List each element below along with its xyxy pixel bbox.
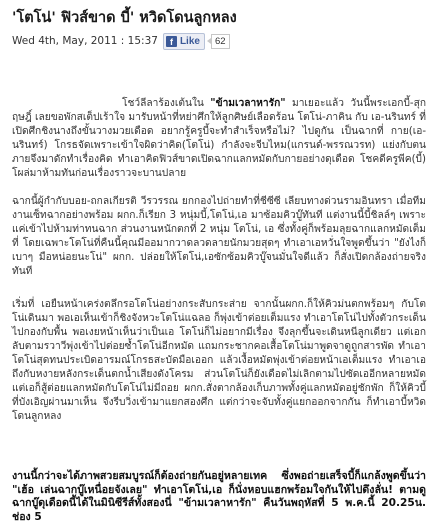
like-count: 62 [211, 34, 230, 49]
facebook-icon: f [166, 36, 177, 47]
show-title-highlight: "ข้ามเวลาหารัก" [210, 98, 286, 109]
article-date: Wed 4th, May, 2011 : 15:37 [12, 35, 158, 47]
facebook-like-button[interactable] [163, 33, 205, 50]
paragraph-1-body: มาเยอะแล้ว วันนี้พระเอกบี้-สุกฤษฎิ์ เลยขอพักสเต็ปเร้าใจ มารับหน้าที่หย่าศึกให้ลูกศิษย์เลือดร้อน โตโน่-ภาคิน กับ เอ-นรินทร์ ที่เปิดศึกชิงนางถึงขั้นวางมวยเดือด อยากรู้ครูบี้จะทำสำเร็จหรือไม่? ไปดูกัน เป็นฉากที่ กาย(เอ-นรินทร์) โกรธจัดเพราะเข้าใจผิดว่าคิด(โตโน่) กำลังจะจีบไหม(แกรนด์-พรรณวรท) แย่งกับตน ภายจึงมาดักทำเรื่องคิด ทำเอาคิดฟิวส์ขาดเปิดฉากแลกหมัดกับกายอย่างดุเดือด โชคดีครูพีค(บี้) โผล่มาห้ามทันก่อนเรื่องราวจะบานปลาย [12, 98, 426, 179]
article-paragraph-1 [12, 97, 426, 179]
article-meta [12, 33, 230, 49]
article-title: 'โตโน่' ฟิวส์ขาด บี้' หวิดโดนลูกหลง [12, 10, 237, 26]
article-paragraph-3: เริ่มที่ เอยืนหน้าเคร่งตลึกรอโตโน่อย่างกระสับกระส่าย จากนั้นผกก.ก็ให้คิวม่นตกพร้อมๆ กับโตโน่เดินมา พอเอเห็นเข้าก็ชิงจังหวะโตโน่แฉลอ ก็พุ่งเข้าต่อยเต็มแรง ทำเอาโตโน่ไปทั้งตัวกระเด็นไปกองกับพื้น พอเงยหน้าเห็นว่าเป็นเอ โตโน่ก็ไม่อยากมีเรื่อง จึงลุกขึ้นจะเดินหนีลูกเดียว แต่เอกลับตามรวาวีพุ่งเข้าไปต่อยซ้ำโตโน่อีกหมัด แถมกระชากคอเสื้อโตโน่มาพูดจาดูถูกสารพัด ทำเอาโตโน่สุดทนประเบิดอารมณ์โกรธสะบัดมือเออก แล้วเงื้อหมัดพุ่งเข้าต่อยหน้าเอเต็มแรง ทำเอาเอถึงกับหงายหลังกระเด็นตกน้ำเสียงดังโครม ส่วนโตโน่ก็ยังเดือดไม่เลิกตามไปซัดเออีกหลายหมัด แต่เอก็สู้ต่อยแลกหมัดกับโตโน่ไม่มีถอย ผกก.สั่งตากล้องเก็บภาพทั้งคู่แลกหมัดอยู่ชักพัก ก็ให้คิวบี้ที่บังเอิญผ่านมาเห็น จึงรีบวิ่งเข้ามาแยกสองศึก แต่กว่าจะจับทั้งคู่แยกออกจากกัน ก็ทำเอาบี้หวิดโดนลูกหลง [12, 299, 426, 422]
like-label: Like [179, 35, 200, 47]
article-paragraph-4: งานนี้กว่าจะได้ภาพสวยสมบูรณ์ก็ต้องถ่ายกันอยู่หลายเทค ซึ่งพอถ่ายเสร็จบี้ก็แกล้งพูดขึ้นว่า "เฮ้อ เล่นฉากบู๊เหนื่อยจังเลย" ทำเอาโตโน่,เอ ก็นั่งหอบแฮกพร้อมใจกันให้ไปดึงลั่น! ตามดูฉากบู๊ดุเดือดนี้ได้ในมินิซีรีส์ทั้งสองนี่ "ข้ามเวลาหารัก" คืนวันพฤหัสที่ 5 พ.ค.นี้ 20.25น. ช่อง 5 [12, 470, 426, 523]
paragraph-1-intro: โชว์ลีลาร้องเต้นใน [122, 98, 211, 109]
article-paragraph-2: ฉากนี้ผู้กำกับบอย-ถกลเกียรติ วีรวรรณ ยกกองไปถ่ายทำที่ชีซีซี เลียบทางด่วนรามอินทรา เมื่อทีมงานเซ็ทฉากอย่างพร้อม ผกก.ก็เรียก 3 หนุ่มบี้,โตโน่,เอ มาซ้อมคิวบู๊ทันที แต่งานนี้บี้ชิลล์ๆ เพราะแค่เข้าไปห้ามท่าทนฉาก ส่วนงานหนักตกที่ 2 หนุ่ม โตโน่, เอ ซึ่งทั้งคู่ก็พร้อมลุยฉากแลกหมัดเต็มที่ โดยเฉพาะโตโน่ที่คืนนี้คุณมีออมากวาดลวดลายนักมวยสุดๆ ทำเอาเอหวั่นใจพูดขึ้นว่า "ยังไงก็เบาๆ มือหน่อยนะโน่" ผกก. ปล่อยให้โตโน่,เอซักซ้อมคิวบู๊จนมั่นใจดีแล้ว ก็สั่งเปิดกล้องถ่ายจริงทันที [12, 196, 426, 277]
